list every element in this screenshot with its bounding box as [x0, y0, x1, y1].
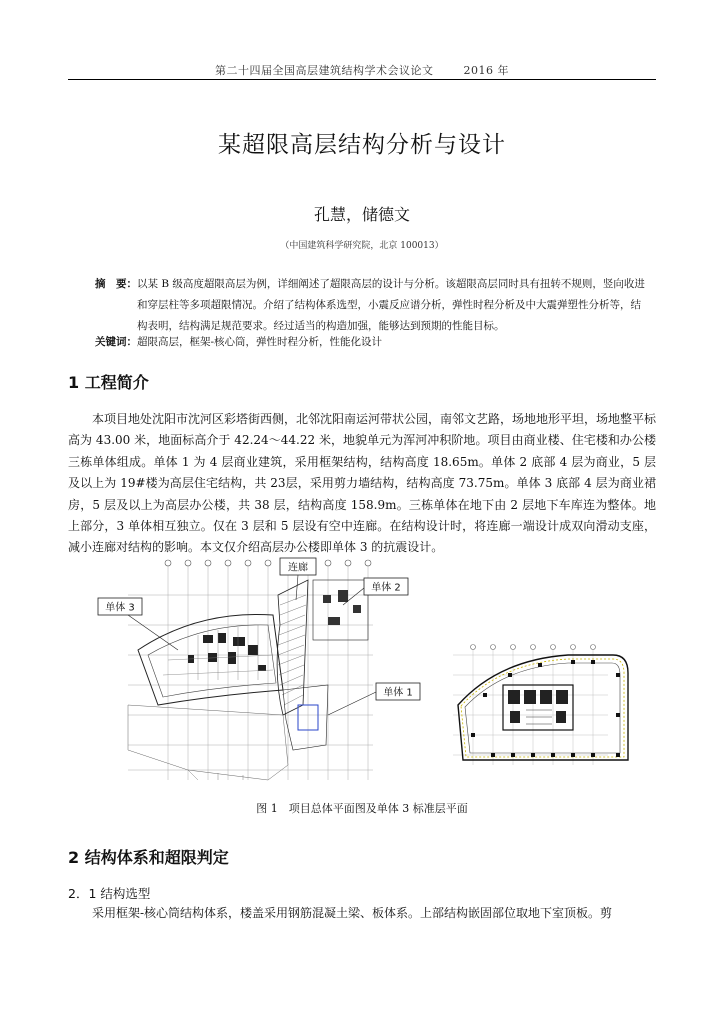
conference-year: 2016 年 [463, 64, 509, 77]
label-unit-2: 单体 2 [371, 582, 401, 594]
affiliation: （中国建筑科学研究院，北京 100013） [280, 241, 444, 251]
section-1-paragraph: 本项目地处沈阳市沈河区彩塔街西侧，北邻沈阳南运河带状公园，南邻文艺路，场地地形平坦，场地整平标高为 43.00 米，地面标高介于 42.24～44.22 米，地貌单元为浑河冲积阶地。项目由商业楼、住宅楼和办公楼三栋单体组成。单体 1 为 4 层商业建筑，采用框架结构，结构高度 18.65m。单体 2 底部 4 层为商业，5 层及以上为 19#楼为高层住宅结构，共 23层，采用剪力墙结构，结构高度 73.75m。单体 3 底部 4 层为商业裙房，5 层及以上为高层办公楼，共 38 层，结构高度 158.9m。三栋单体在地下由 2 层地下车库连为整体。地上部分，3 单体相互独立。仅在 3 层和 5 层设有空中连廊。在结构设计时，将连廊一端设计成双向滑动支座，减小连廊对结构的影响。本文仅介绍高层办公楼即单体 3 的抗震设计。 [68, 412, 657, 555]
standard-floor-plan [453, 645, 628, 766]
figure-1-caption: 图 1 项目总体平面图及单体 3 标准层平面 [256, 802, 468, 815]
keywords-label: 关键词： [95, 336, 137, 348]
conference-name: 第二十四届全国高层建筑结构学术会议论文 [215, 64, 434, 77]
paper-title: 某超限高层结构分析与设计 [218, 132, 506, 158]
abstract [95, 274, 645, 337]
figure-1 [68, 555, 656, 795]
header-rule [68, 79, 656, 80]
section-2-paragraph: 采用框架-核心筒结构体系，楼盖采用钢筋混凝土梁、板体系。上部结构嵌固部位取地下室顶板。剪 [92, 906, 613, 920]
running-header [68, 62, 656, 78]
label-unit-3: 单体 3 [105, 602, 135, 614]
label-unit-1: 单体 1 [383, 687, 413, 699]
abstract-label: 摘 要： [95, 278, 137, 290]
authors: 孔慧，储德文 [313, 205, 410, 224]
keywords-text: 超限高层，框架-核心筒，弹性时程分析，性能化设计 [137, 336, 383, 348]
abstract-text: 以某 B 级高度超限高层为例，详细阐述了超限高层的设计与分析。该超限高层同时具有扭转不规则，竖向收进和穿层柱等多项超限情况。介绍了结构体系选型，小震反应谱分析，弹性时程分析及中大震弹塑性分析等，结构表明，结构满足规范要求。经过适当的构造加强，能够达到预期的性能目标。 [137, 278, 645, 332]
keywords [95, 334, 645, 350]
section-2-1-heading: 2．1 结构选型 [68, 886, 151, 901]
label-corridor: 连廊 [288, 562, 308, 574]
site-plan [98, 558, 420, 780]
figure-1-drawing [68, 555, 656, 795]
section-1-heading: 1 工程简介 [68, 373, 149, 392]
section-2-heading: 2 结构体系和超限判定 [68, 848, 229, 867]
